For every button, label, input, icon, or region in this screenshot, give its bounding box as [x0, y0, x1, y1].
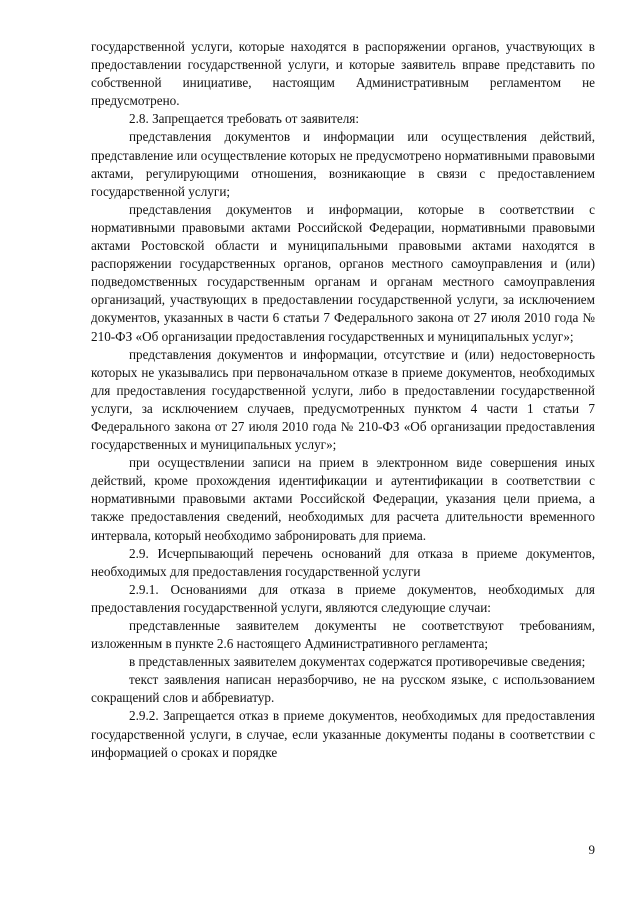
paragraph-2-9-1: 2.9.1. Основаниями для отказа в приеме документов, необходимых для предоставления государственной услуги, являются следующие случаи: — [91, 581, 595, 615]
paragraph-2-9-2: 2.9.2. Запрещается отказ в приеме документов, необходимых для предоставления государственной услуги, в случае, если указанные документы поданы в соответствии с информацией о сроках и порядке — [91, 708, 595, 760]
paragraph-2-9-heading: 2.9. Исчерпывающий перечень оснований для отказа в приеме документов, необходимых для предоставления государственной услуги — [91, 545, 595, 579]
paragraph-2-8-item-1: представления документов и информации или осуществления действий, представление или осуществление которых не предусмотрено нормативными правовыми актами, регулирующими отношения, возникающие в связи с предоставлением государственной услуги; — [91, 129, 595, 199]
page-number: 9 — [588, 842, 595, 857]
paragraph-2-8-item-4: при осуществлении записи на прием в электронном виде совершения иных действий, кроме прохождения идентификации и аутентификации в соответствии с нормативными правовыми актами Российской Федерации, указания цели приема, а также предоставления сведений, необходимых для расчета длительности временного интервала, который необходимо забронировать для приема. — [91, 455, 595, 543]
paragraph-2-9-1-item-3: текст заявления написан неразборчиво, не на русском языке, с использованием сокращений слов и аббревиатур. — [91, 672, 595, 706]
paragraph-2-9-1-item-2: в представленных заявителем документах содержатся противоречивые сведения; — [129, 654, 586, 670]
paragraph-2-9-1-item-1: представленные заявителем документы не соответствуют требованиям, изложенным в пункте 2.6 настоящего Административного регламента; — [91, 618, 595, 652]
paragraph-continuation: государственной услуги, которые находятся в распоряжении органов, участвующих в предоставлении государственной услуги, и которые заявитель вправе представить по собственной инициативе, настоящим Административным регламентом не предусмотрено. — [91, 39, 595, 109]
paragraph-2-8-item-3: представления документов и информации, отсутствие и (или) недостоверность которых не указывались при первоначальном отказе в приеме документов, необходимых для предоставления государственной услуги, либо в предоставлении государственной услуги, за исключением случаев, предусмотренных пунктом 4 части 1 статьи 7 Федерального закона от 27 июля 2010 года № 210-ФЗ «Об организации предоставления государственных и муниципальных услуг»; — [91, 346, 595, 453]
paragraph-2-8-item-2: представления документов и информации, которые в соответствии с нормативными правовыми актами Российской Федерации, нормативными правовыми актами Ростовской области и муниципальными правовыми актами находятся в распоряжении государственных органов, органов местного самоуправления и (или) подведомственных государственным органам и органам местного самоуправления организаций, участвующих в предоставлении государственной услуги, за исключением документов, указанных в части 6 статьи 7 Федерального закона от 27 июля 2010 года № 210-ФЗ «Об организации предоставления государственных и муниципальных услуг»; — [91, 201, 595, 344]
paragraph-2-8-heading: 2.8. Запрещается требовать от заявителя: — [129, 111, 360, 127]
document-body — [91, 38, 595, 762]
